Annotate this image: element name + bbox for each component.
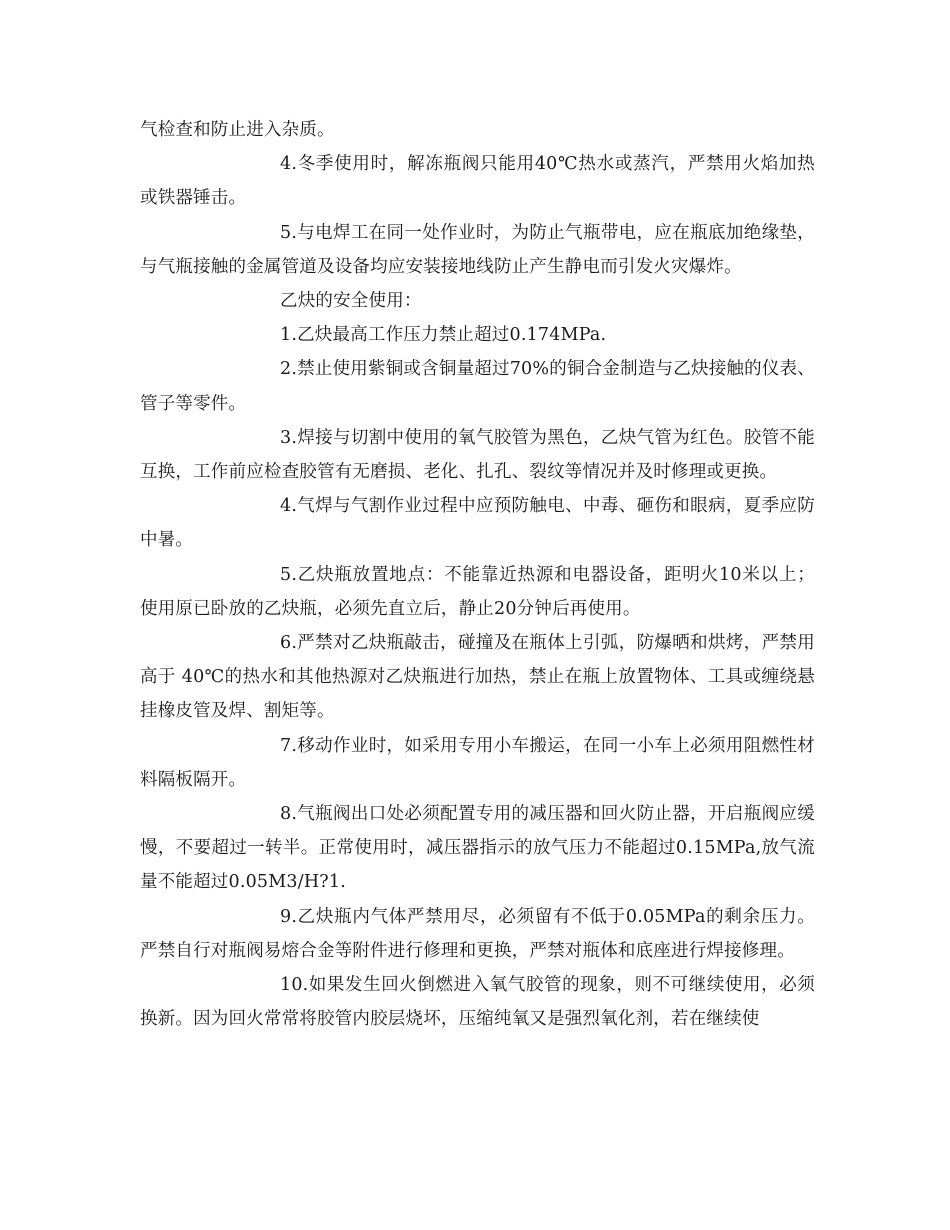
paragraph-acetylene-5: 5.乙炔瓶放置地点：不能靠近热源和电器设备，距明火10米以上；使用原已卧放的乙炔瓶，必须先直立后，静止20分钟后再使用。 (140, 564, 815, 619)
paragraph-acetylene-10: 10.如果发生回火倒燃进入氧气胶管的现象，则不可继续使用，必须换新。因为回火常常将胶管内胶层烧坏，压缩纯氧又是强烈氧化剂，若在继续使 (140, 975, 815, 1030)
section-heading-acetylene: 乙炔的安全使用： (280, 291, 422, 312)
paragraph-acetylene-4: 4.气焊与气割作业过程中应预防触电、中毒、砸伤和眼病，夏季应防中暑。 (140, 496, 815, 551)
paragraph-continuation: 气检查和防止进入杂质。 (140, 120, 335, 140)
paragraph-item-5-welding: 5.与电焊工在同一处作业时，为防止气瓶带电，应在瓶底加绝缘垫，与气瓶接触的金属管道及设备均应安装接地线防止产生静电而引发火灾爆炸。 (140, 222, 815, 277)
paragraph-item-4-winter: 4.冬季使用时，解冻瓶阀只能用40℃热水或蒸汽，严禁用火焰加热或铁器锤击。 (140, 154, 815, 209)
paragraph-acetylene-8: 8.气瓶阀出口处必须配置专用的减压器和回火防止器，开启瓶阀应缓慢，不要超过一转半。正常使用时，减压器指示的放气压力不能超过0.15MPa,放气流量不能超过0.05M3/H?1. (140, 804, 815, 893)
document-body (140, 113, 815, 1036)
paragraph-acetylene-1: 1.乙炔最高工作压力禁止超过0.174MPa. (280, 325, 607, 346)
paragraph-acetylene-2: 2.禁止使用紫铜或含铜量超过70%的铜合金制造与乙炔接触的仪表、管子等零件。 (140, 359, 815, 414)
paragraph-acetylene-6: 6.严禁对乙炔瓶敲击，碰撞及在瓶体上引弧，防爆晒和烘烤，严禁用高于 40℃的热水和其他热源对乙炔瓶进行加热，禁止在瓶上放置物体、工具或缠绕悬挂橡皮管及焊、割矩等。 (140, 633, 815, 722)
paragraph-acetylene-3: 3.焊接与切割中使用的氧气胶管为黑色，乙炔气管为红色。胶管不能互换，工作前应检查胶管有无磨损、老化、扎孔、裂纹等情况并及时修理或更换。 (140, 427, 815, 483)
paragraph-acetylene-7: 7.移动作业时，如采用专用小车搬运，在同一小车上必须用阻燃性材料隔板隔开。 (140, 735, 815, 790)
paragraph-acetylene-9: 9.乙炔瓶内气体严禁用尽，必须留有不低于0.05MPa的剩余压力。严禁自行对瓶阀易熔合金等附件进行修理和更换，严禁对瓶体和底座进行焊接修理。 (140, 906, 815, 961)
